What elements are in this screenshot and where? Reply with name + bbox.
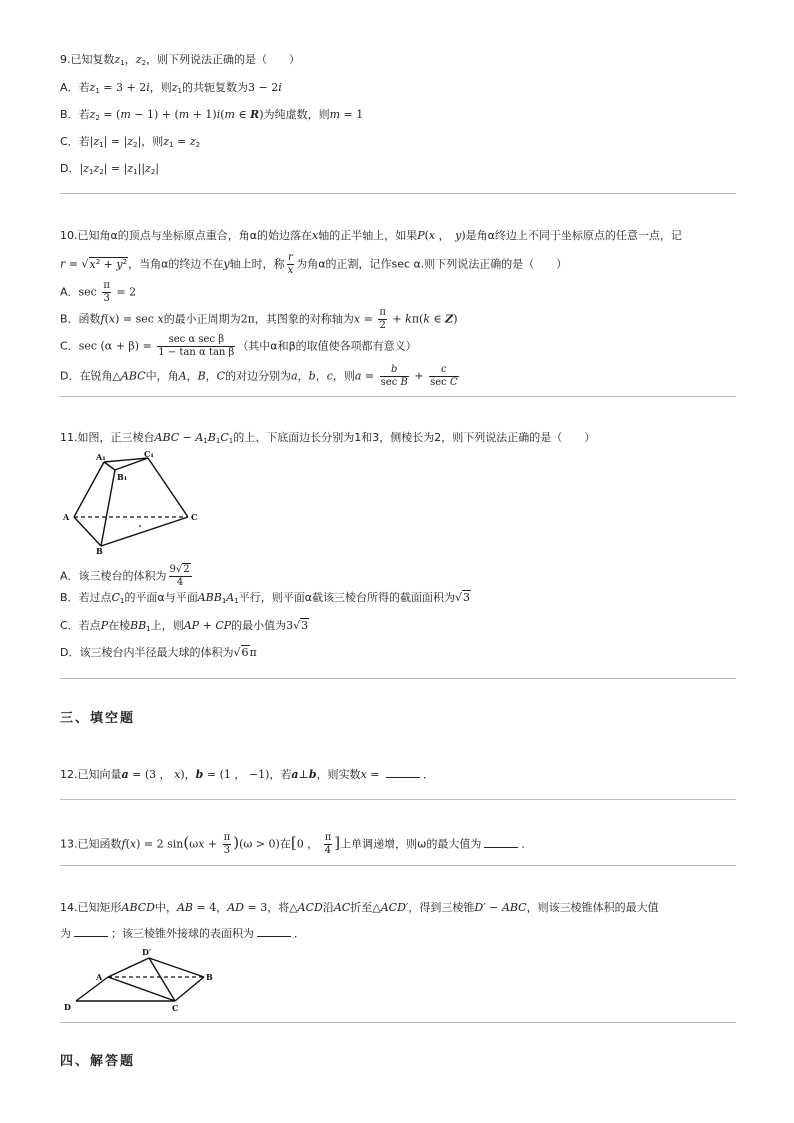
q11-option-c: C．若点P在棱$BB_1$上，则AP + CP的最小值为3√3 [60,619,309,633]
answer-blank[interactable] [74,926,108,937]
q11-stem: 11.如图，正三棱台ABC − $A_1B_1C_1$的上、下底面边长分别为1和3，侧棱长为2，则下列说法正确的是（ ） [60,431,596,445]
q10-stem-line2: $r = √x^2 + y^2$，当角α的终边不在y轴上时，称 $\frac{r}{x}$ 为角α的正割，记作sec α.则下列说法正确的是（ ） [60,252,568,276]
q10-option-b: B．函数f(x) = sec x的最小正周期为2π，其图象的对称轴为x = $\frac{\pi}{2}$ + kπ(k ∈ Z) [60,307,458,331]
q13: 13.已知函数f(x) = 2 sin(ωx + $\frac{\pi}{3}$ )(ω > 0)在[0 ， $\frac{\pi}{4}$ ]上单调递增，则ω的最大值为 ． [60,832,533,856]
fig11-label-A1: A₁ [96,452,106,462]
fig14-label-C: C [172,1003,179,1013]
q10-stem-line1: 10.已知角α的顶点与坐标原点重合，角α的始边落在x轴的正半轴上，如果P(x ， y)是角α终边上不同于坐标原点的任意一点，记 [60,229,682,242]
answer-blank[interactable] [386,767,420,778]
fig14-label-D: D [64,1002,71,1012]
divider [60,1022,736,1023]
q10-option-d: D．在锐角△ABC中，角A，B，C的对边分别为a，b，c，则a = $\frac{b}{\text{sec B}}$ + $\frac{c}{\text{sec C}}$ [60,364,458,388]
q14-line2: 为 ；该三棱锥外接球的表面积为 ． [60,927,305,940]
q11-option-d: D．该三棱台内半径最大球的体积为√6π [60,646,257,659]
q9-option-d: D．$|z_1z_2| = |z_1||z_2|$ [60,162,160,176]
pyramid-figure [58,944,218,1014]
fig11-label-B1: B₁ [117,472,128,482]
section-title-answer: 四、解答题 [60,1054,136,1069]
q9-option-b: B．若$z_2 = (m - 1) + (m + 1)i(m$ ∈ R)为纯虚数，则m = 1 [60,108,364,122]
fig11-label-A: A [63,512,70,522]
fig11-label-C: C [191,512,198,522]
q10-option-a: A．sec $\frac{\pi}{3}$ = 2 [60,280,137,304]
q9-option-a: A．若$z_1 = 3 + 2i$，则$z_1$的共轭复数为3 − 2i [60,81,282,95]
fig14-label-B: B [206,972,213,982]
answer-blank[interactable] [257,926,291,937]
q11-option-b: B．若过点$C_1$的平面α与平面$ABB_1A_1$平行，则平面α截该三棱台所得的截面面积为√3 [60,591,470,605]
q12: 12.已知向量a = (3 ， x)，b = (1 ， −1)，若a⊥b，则实数x = ． [60,768,434,781]
q9-option-c: C．若$|z_1| = |z_2|$，则$z_1 = z_2$ [60,135,201,149]
q9-stem: 9.已知复数$z_1$，$z_2$，则下列说法正确的是（ ） [60,53,301,67]
fig14-label-A: A [96,972,103,982]
fig11-label-C1: C₁ [144,450,154,459]
fig11-label-B: B [96,546,103,556]
divider [60,396,736,397]
q10-option-c: C．sec (α + β) = $\frac{\text{sec α sec β}}{\text{1 − tan α tan β}}$ （其中α和β的取值使各项都有意义） [60,334,417,358]
answer-blank[interactable] [484,837,518,848]
q14-line1: 14.已知矩形ABCD中，AB = 4，AD = 3，将△ACD沿AC折至△ACD′，得到三棱锥D′ − ABC，则该三棱锥体积的最大值 [60,901,659,914]
divider [60,799,736,800]
divider [60,865,736,866]
q11-option-a: A．该三棱台的体积为 $\frac{9√2}{4}$ [60,564,190,588]
fig14-label-Dprime: D′ [142,947,152,957]
section-title-fill-in: 三、填空题 [60,711,136,726]
divider [60,193,736,194]
frustum-figure [60,450,210,556]
divider [60,678,736,679]
